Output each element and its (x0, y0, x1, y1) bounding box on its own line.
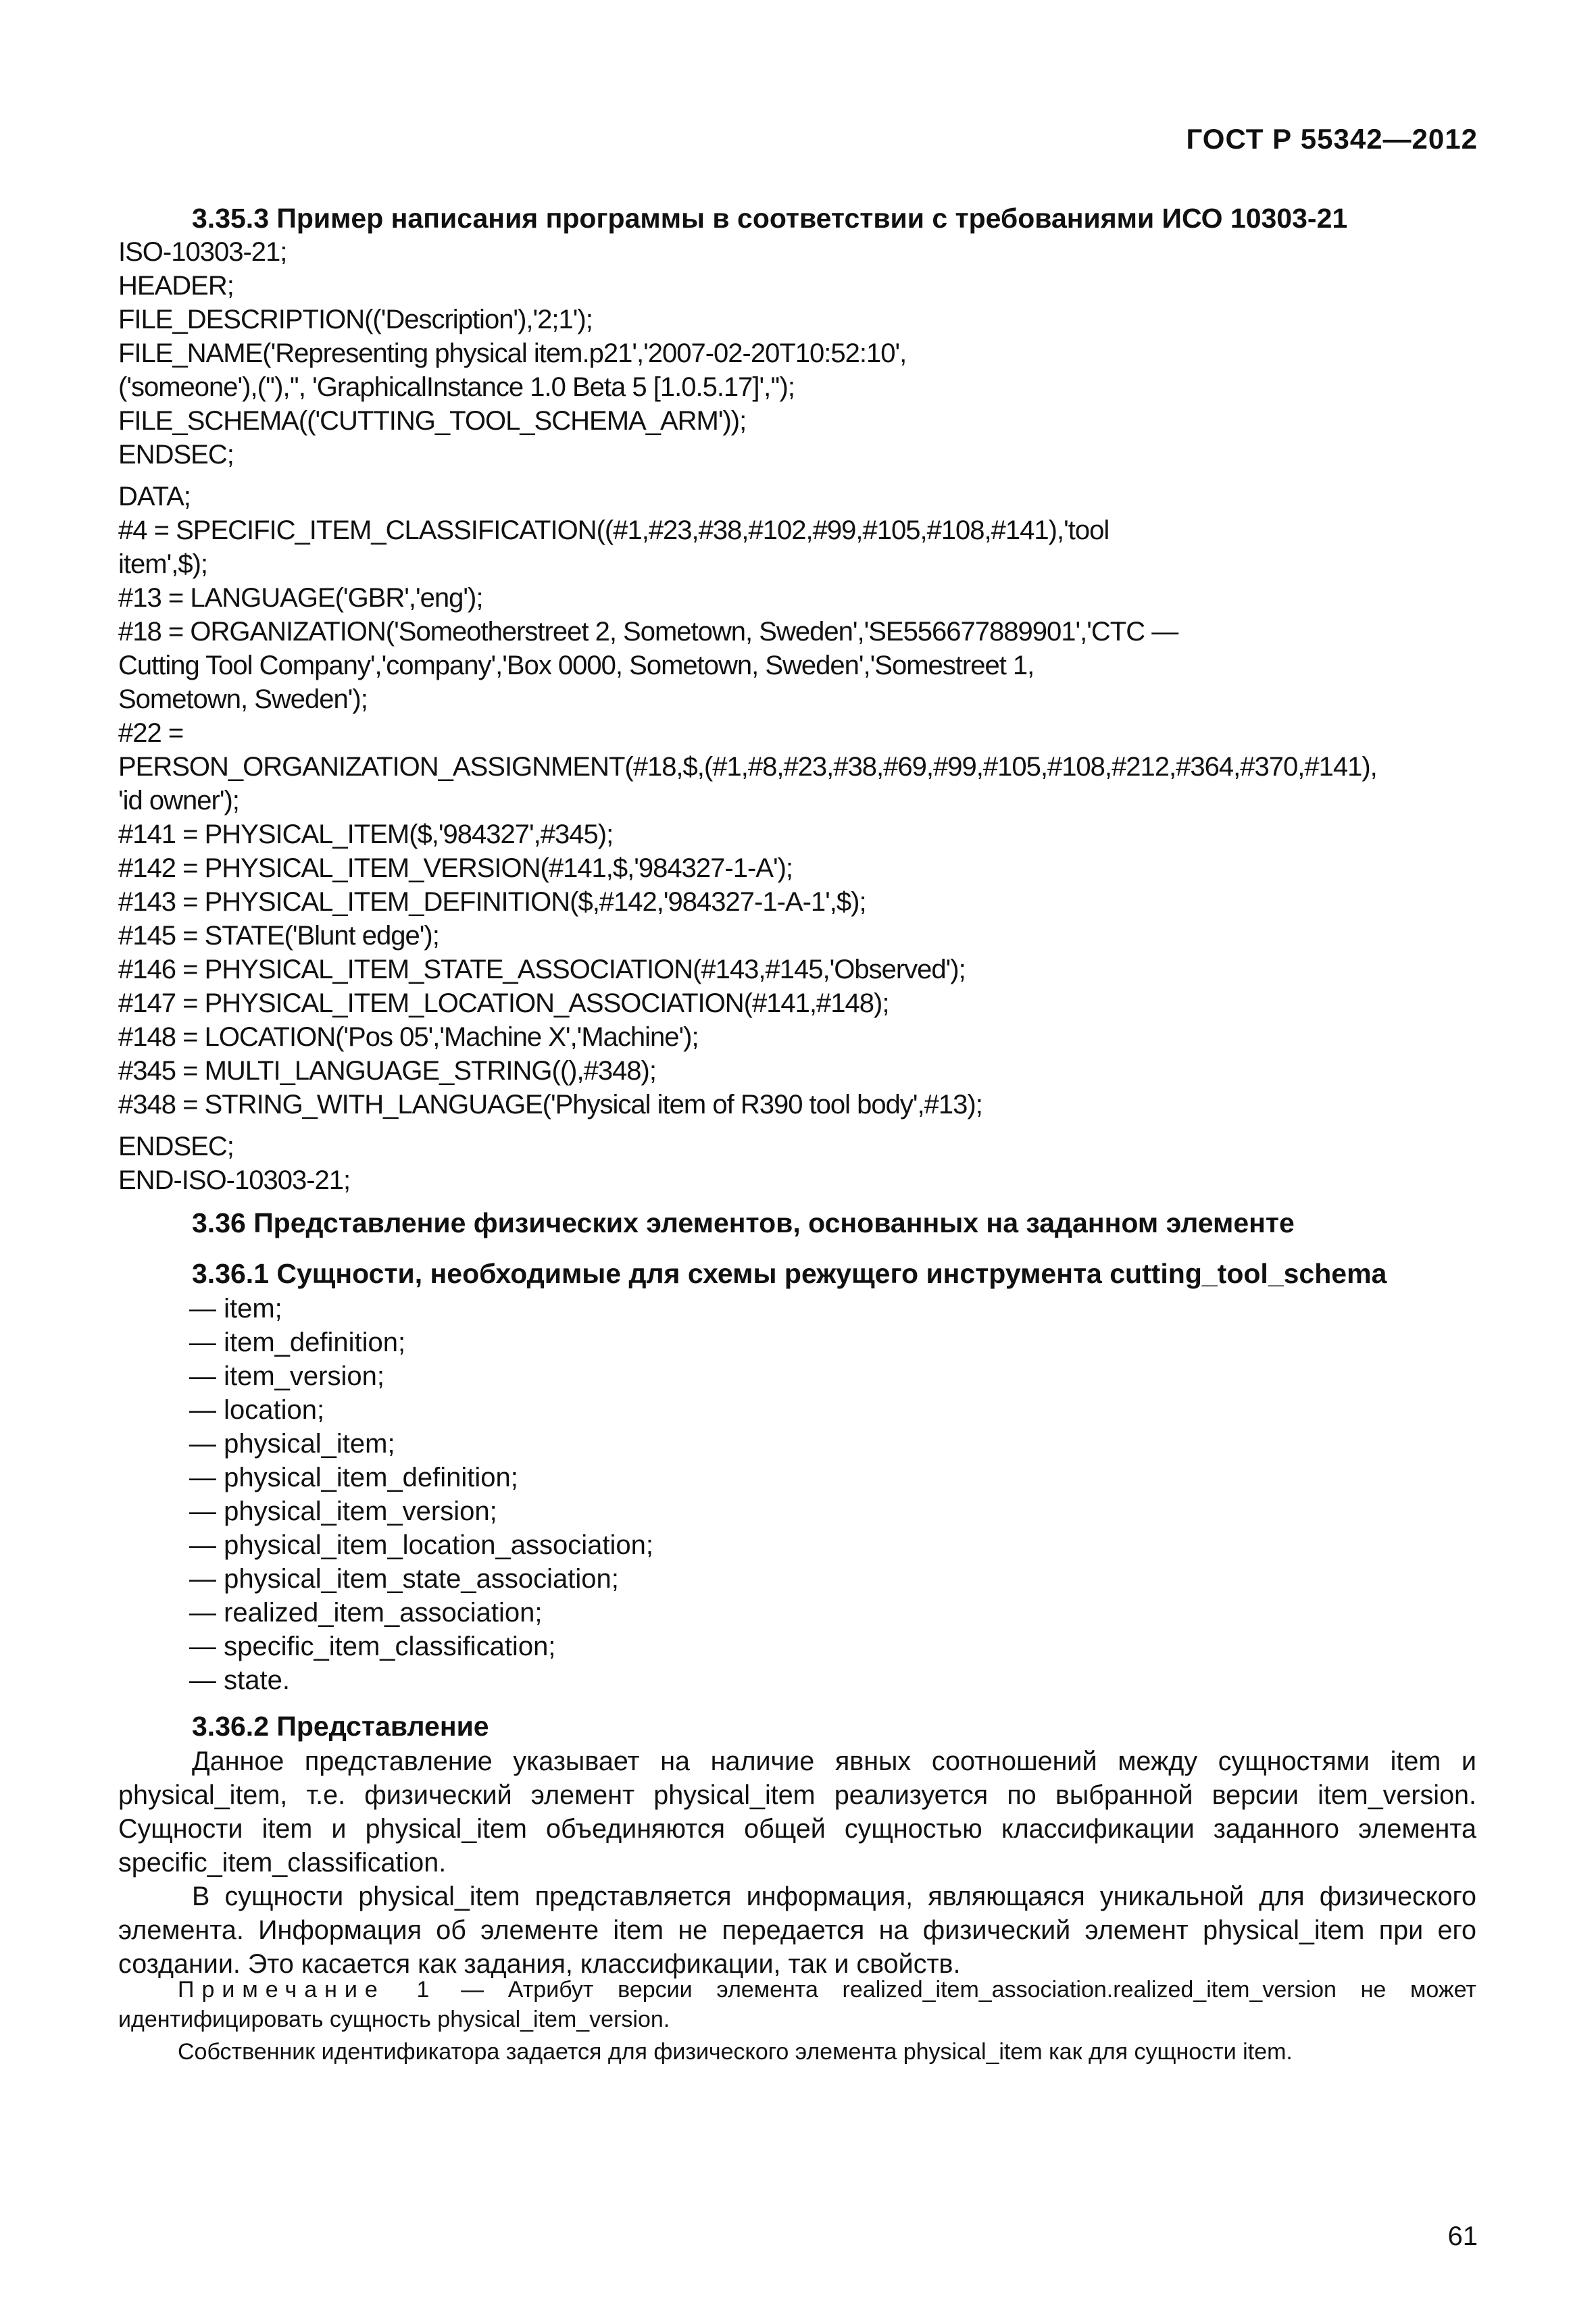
list-item: — item; (189, 1294, 282, 1324)
list-item: — state. (189, 1665, 290, 1695)
code-line: #145 = STATE('Blunt edge'); (118, 921, 439, 951)
code-line: #18 = ORGANIZATION('Someotherstreet 2, Sometown, Sweden','SE556677889901','CTC — (118, 617, 1178, 647)
note-1 (118, 1975, 1476, 2034)
code-line: END-ISO-10303-21; (118, 1165, 351, 1195)
code-line: #147 = PHYSICAL_ITEM_LOCATION_ASSOCIATION(#141,#148); (118, 988, 889, 1018)
code-line: #143 = PHYSICAL_ITEM_DEFINITION($,#142,'984327-1-A-1',$); (118, 887, 866, 917)
section-3-36-2-heading: 3.36.2 Представление (192, 1711, 489, 1742)
code-line: HEADER; (118, 271, 234, 301)
code-line: ISO-10303-21; (118, 237, 287, 267)
body-paragraph-2 (118, 1880, 1476, 1981)
code-line: Cutting Tool Company','company','Box 0000, Sometown, Sweden','Somestreet 1, (118, 651, 1034, 680)
list-item: — realized_item_association; (189, 1598, 543, 1628)
standard-id-header: ГОСТ Р 55342—2012 (1186, 123, 1478, 155)
list-item: — physical_item_location_association; (189, 1530, 654, 1560)
code-line: #141 = PHYSICAL_ITEM($,'984327',#345); (118, 820, 614, 849)
note-label: Примечание 1 (178, 1977, 437, 2003)
section-3-36-1-heading: 3.36.1 Сущности, необходимые для схемы режущего инструмента cutting_tool_schema (192, 1258, 1387, 1289)
paragraph-text: Данное представление указывает на наличие явных соотношений между сущностями item и physical_item, т.е. физический элемент physical_item реализуется по выбранной версии item_version. Сущности item и physical_item объединяются общей сущностью классификации заданного элемента specific_item_classification. (118, 1746, 1476, 1878)
code-line: #345 = MULTI_LANGUAGE_STRING((),#348); (118, 1056, 656, 1086)
list-item: — item_definition; (189, 1328, 406, 1357)
code-line: #13 = LANGUAGE('GBR','eng'); (118, 583, 483, 613)
code-line: ENDSEC; (118, 1132, 234, 1161)
list-item: — item_version; (189, 1361, 384, 1391)
body-paragraph-1 (118, 1744, 1476, 1880)
code-line: FILE_SCHEMA(('CUTTING_TOOL_SCHEMA_ARM')); (118, 406, 747, 436)
code-line: DATA; (118, 482, 191, 511)
code-line: #22 = (118, 718, 184, 748)
list-item: — physical_item_state_association; (189, 1564, 619, 1594)
code-line: #142 = PHYSICAL_ITEM_VERSION(#141,$,'984327-1-A'); (118, 853, 793, 883)
page-number: 61 (1447, 2221, 1478, 2251)
code-line: #348 = STRING_WITH_LANGUAGE('Physical item of R390 tool body',#13); (118, 1090, 982, 1120)
code-line: #148 = LOCATION('Pos 05','Machine X','Machine'); (118, 1022, 699, 1052)
code-line: item',$); (118, 549, 207, 579)
section-3-36-heading: 3.36 Представление физических элементов, основанных на заданном элементе (192, 1207, 1295, 1238)
list-item: — physical_item_version; (189, 1496, 497, 1526)
code-line: FILE_NAME('Representing physical item.p21','2007-02-20T10:52:10', (118, 338, 907, 368)
note-text: — Атрибут версии элемента realized_item_association.realized_item_version не может идентифицировать сущность physical_item_version. (118, 1977, 1477, 2032)
code-line: ('someone'),(''),'', 'GraphicalInstance 1.0 Beta 5 [1.0.5.17]',''); (118, 372, 795, 402)
code-line: #146 = PHYSICAL_ITEM_STATE_ASSOCIATION(#143,#145,'Observed'); (118, 955, 966, 984)
list-item: — location; (189, 1395, 325, 1425)
iso-10303-21-code-example (118, 235, 1483, 1197)
list-item: — specific_item_classification; (189, 1632, 556, 1661)
code-line: #4 = SPECIFIC_ITEM_CLASSIFICATION((#1,#23,#38,#102,#99,#105,#108,#141),'tool (118, 515, 1109, 545)
note-continuation: Собственник идентификатора задается для физического элемента physical_item как для сущности item. (178, 2039, 1293, 2065)
code-line: Sometown, Sweden'); (118, 684, 368, 714)
list-item: — physical_item_definition; (189, 1463, 518, 1492)
list-item: — physical_item; (189, 1429, 395, 1459)
section-3-35-3-heading: 3.35.3 Пример написания программы в соответствии с требованиями ИСО 10303-21 (192, 203, 1348, 234)
code-line: ENDSEC; (118, 440, 234, 470)
code-line: 'id owner'); (118, 786, 239, 815)
code-line: FILE_DESCRIPTION(('Description'),'2;1'); (118, 305, 593, 334)
code-line: PERSON_ORGANIZATION_ASSIGNMENT(#18,$,(#1,#8,#23,#38,#69,#99,#105,#108,#212,#364,#370,#141), (118, 752, 1377, 782)
entity-list (189, 1292, 653, 1697)
paragraph-text: В сущности physical_item представляется информация, являющаяся уникальной для физического элемента. Информация об элементе item не передается на физический элемент physical_item при его создании. Это касается как задания, классификации, так и свойств. (118, 1882, 1476, 1979)
